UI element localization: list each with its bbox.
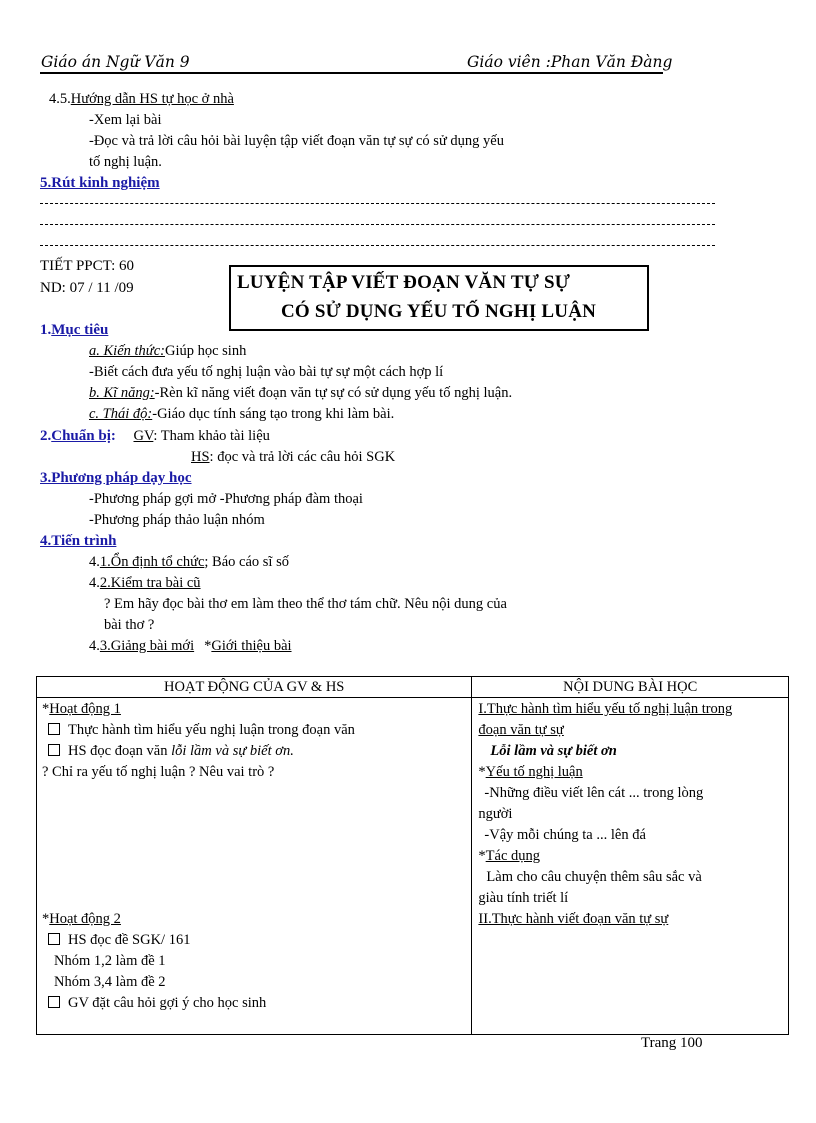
dashed-line-2 xyxy=(40,224,715,225)
section-5-title: 5.Rút kinh nghiệm xyxy=(40,175,160,191)
activity-2-item-2: GV đặt câu hỏi gợi ý cho học sinh xyxy=(48,995,266,1012)
content-cell xyxy=(472,698,789,1035)
objectives-heading: 1.Mục tiêu xyxy=(40,322,109,338)
activity-2-group-1: Nhóm 1,2 làm đề 1 xyxy=(54,953,166,969)
prepare-title: Chuẩn bị xyxy=(51,428,111,444)
activity-1-item-2: HS đọc đoạn văn lỗi lầm và sự biết ơn. xyxy=(48,743,294,760)
lesson-title-line1: LUYỆN TẬP VIẾT ĐOẠN VĂN TỰ SỰ xyxy=(237,272,571,293)
prepare-gv-label: GV xyxy=(133,428,154,444)
argument-line2: -Vậy mỗi chúng ta ... lên đá xyxy=(484,827,646,843)
checkbox-icon xyxy=(48,723,60,735)
table-header-content: NỘI DUNG BÀI HỌC xyxy=(472,677,789,698)
activity-2-heading: *Hoạt động 2 xyxy=(42,911,121,927)
lesson-title-line2: CÓ SỬ DỤNG YẾU TỐ NGHỊ LUẬN xyxy=(281,301,597,322)
header-left: Giáo án Ngữ Văn 9 xyxy=(41,53,190,71)
objectives-title: Mục tiêu xyxy=(51,322,109,338)
lesson-title-box xyxy=(229,265,649,331)
methods-title: 3.Phương pháp dạy học xyxy=(40,470,192,486)
effect-line2: giàu tính triết lí xyxy=(478,890,569,906)
lesson-table xyxy=(36,676,789,1035)
dashed-line-3 xyxy=(40,245,715,246)
content-sec2: II.Thực hành viết đoạn văn tự sự xyxy=(478,911,669,927)
lesson-period: TIẾT PPCT: 60 xyxy=(40,258,134,274)
table-header-activities: HOẠT ĐỘNG CỦA GV & HS xyxy=(37,677,472,698)
methods-line1: -Phương pháp gợi mở -Phương pháp đàm thoại xyxy=(89,491,363,507)
prepare-gv-text: : Tham khảo tài liệu xyxy=(153,428,270,444)
argument-heading: *Yếu tố nghị luận xyxy=(478,764,583,780)
checkbox-icon xyxy=(48,933,60,945)
objective-c: c. Thái độ:-Giáo dục tính sáng tạo trong khi làm bài. xyxy=(89,406,395,422)
process-title: 4.Tiến trình xyxy=(40,533,117,549)
objective-a: a. Kiến thức:Giúp học sinh xyxy=(89,343,247,359)
section-4-5-line1: -Xem lại bài xyxy=(89,112,162,128)
objective-a-line2: -Biết cách đưa yếu tố nghị luận vào bài tự sự một cách hợp lí xyxy=(89,364,444,380)
process-4-2-question2: bài thơ ? xyxy=(104,617,155,633)
prepare-hs: HS: đọc và trả lời các câu hỏi SGK xyxy=(191,449,396,465)
header-right: Giáo viên :Phan Văn Đàng xyxy=(467,53,673,71)
prepare-heading: 2.Chuẩn bị: GV: Tham khảo tài liệu xyxy=(40,428,270,444)
section-4-5-title: Hướng dẫn HS tự học ở nhà xyxy=(70,91,234,107)
effect-heading: *Tác dụng xyxy=(478,848,541,864)
page-number: Trang 100 xyxy=(641,1035,703,1051)
section-4-5-heading: 4.5.Hướng dẫn HS tự học ở nhà xyxy=(49,91,234,107)
activity-1-heading: *Hoạt động 1 xyxy=(42,701,121,717)
process-4-3: 4.3.Giảng bài mới *Giới thiệu bài xyxy=(89,638,292,654)
content-sec1-line1: I.Thực hành tìm hiểu yếu tố nghị luận trong xyxy=(478,701,733,717)
objective-b: b. Kĩ năng:-Rèn kĩ năng viết đoạn văn tự sự có sử dụng yếu tố nghị luận. xyxy=(89,385,513,401)
story-title: Lỗi lầm và sự biết ơn xyxy=(490,743,617,759)
process-4-2: 4.2.Kiểm tra bài cũ xyxy=(89,575,201,591)
dashed-line-1 xyxy=(40,203,715,204)
activity-2-group-2: Nhóm 3,4 làm đề 2 xyxy=(54,974,166,990)
content-sec1-line2: đoạn văn tự sự xyxy=(478,722,564,738)
argument-line1a: -Những điều viết lên cát ... trong lòng xyxy=(484,785,704,801)
activities-cell xyxy=(37,698,472,1035)
header-rule xyxy=(40,72,663,74)
lesson-date: ND: 07 / 11 /09 xyxy=(40,280,134,296)
section-4-5-line3: tố nghị luận. xyxy=(89,154,162,170)
process-4-1: 4.1.Ổn định tổ chức; Báo cáo sĩ số xyxy=(89,554,289,570)
activity-2-item-1: HS đọc đề SGK/ 161 xyxy=(48,932,190,949)
checkbox-icon xyxy=(48,744,60,756)
process-4-2-question1: ? Em hãy đọc bài thơ em làm theo thể thơ tám chữ. Nêu nội dung của xyxy=(104,596,507,612)
activity-1-question: ? Chỉ ra yếu tố nghị luận ? Nêu vai trò ? xyxy=(42,764,275,780)
checkbox-icon xyxy=(48,996,60,1008)
effect-line1: Làm cho câu chuyện thêm sâu sắc và xyxy=(486,869,702,885)
activity-1-item-1: Thực hành tìm hiểu yếu nghị luận trong đoạn văn xyxy=(48,722,355,739)
section-4-5-line2: -Đọc và trả lời câu hỏi bài luyện tập viết đoạn văn tự sự có sử dụng yếu xyxy=(89,133,504,149)
argument-line1b: người xyxy=(478,806,513,822)
methods-line2: -Phương pháp thảo luận nhóm xyxy=(89,512,265,528)
